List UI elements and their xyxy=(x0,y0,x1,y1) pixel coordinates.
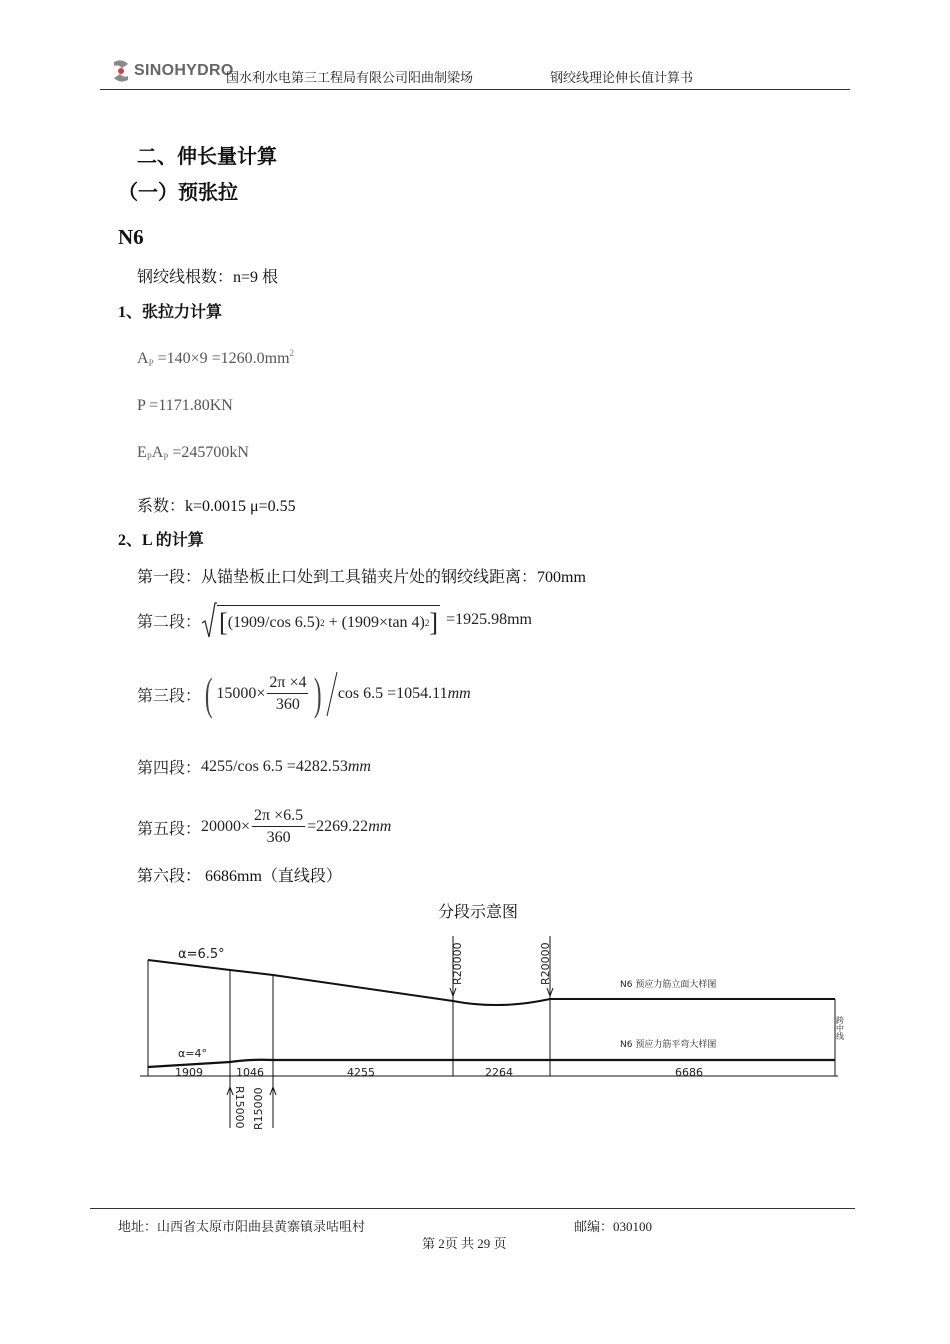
ep-subscript: P xyxy=(146,452,152,462)
seg3-label: 第三段： xyxy=(137,687,202,705)
header-company: 国水利水电第三工程局有限公司阳曲制梁场 xyxy=(226,70,474,85)
seg4-unit: mm xyxy=(347,757,371,775)
seg2-radicand xyxy=(217,605,440,636)
plan-label: N6 预应力筋平弯大样图 xyxy=(620,1040,717,1050)
segment-5 xyxy=(137,802,391,852)
segment-6: 第六段： 6686mm（直线段） xyxy=(137,868,342,885)
bracket-left: [ xyxy=(219,607,228,637)
sinohydro-logo-icon xyxy=(108,58,134,84)
ep-a-symbol: A xyxy=(151,444,164,461)
ep-a-subscript: P xyxy=(163,452,169,462)
r15000-label-a: R15000 xyxy=(233,1086,246,1129)
diagram-title: 分段示意图 xyxy=(438,904,519,921)
bracket-right: ] xyxy=(429,607,439,637)
company-logo xyxy=(108,58,234,84)
seg3-numerator: 2π ×4 xyxy=(267,673,308,694)
epap-value: =245700kN xyxy=(172,444,249,461)
segment-4 xyxy=(137,755,371,778)
elevation-label: N6 预应力筋立面大样图 xyxy=(620,980,717,990)
alpha-top-label: α=6.5° xyxy=(178,947,225,962)
section-title: 二、伸长量计算 xyxy=(137,144,277,168)
seg2-term1: (1909/cos 6.5) xyxy=(227,613,321,631)
ap-symbol: A xyxy=(137,350,149,367)
tendon-id: N6 xyxy=(118,225,144,249)
dim-label-4: 2264 xyxy=(485,1066,513,1079)
seg5-fraction xyxy=(252,806,305,849)
seg3-fraction xyxy=(267,673,308,716)
seg3-denominator: 360 xyxy=(275,695,300,713)
logo-wordmark: SINOHYDRO xyxy=(134,62,234,79)
span-center-label xyxy=(836,1015,845,1041)
header-doc-title: 钢绞线理论伸长值计算书 xyxy=(550,70,694,85)
r20000-label-b: R20000 xyxy=(539,942,552,985)
footer-address: 地址：山西省太原市阳曲县黄寨镇录咕咀村 xyxy=(118,1219,366,1234)
r15000-label-b: R15000 xyxy=(252,1087,265,1130)
p-equation: P =1171.80KN xyxy=(137,397,233,414)
dim-label-3: 4255 xyxy=(347,1066,375,1079)
seg2-result: =1925.98mm xyxy=(446,611,532,628)
sqrt-sign-icon xyxy=(201,601,217,639)
alpha-bottom-label: α=4° xyxy=(178,1047,207,1060)
seg2-label: 第二段： xyxy=(137,613,202,631)
seg3-term: 15000× xyxy=(216,685,266,702)
seg2-sup2: 2 xyxy=(424,617,430,628)
segment-diagram xyxy=(130,928,850,1138)
ap-subscript: P xyxy=(148,358,154,368)
seg5-unit: mm xyxy=(368,818,392,835)
subsection-title: （一）预张拉 xyxy=(118,180,238,204)
division-slash-icon xyxy=(326,670,338,718)
dim-label-1: 1909 xyxy=(175,1066,203,1079)
tendon-elevation-line xyxy=(148,960,835,1005)
seg3-result: cos 6.5 =1054.11 xyxy=(337,685,448,702)
dim-label-5: 6686 xyxy=(675,1066,703,1079)
paren-right: ) xyxy=(314,668,322,719)
seg2-sup1: 2 xyxy=(320,617,325,628)
coefficients: 系数：k=0.0015 μ=0.55 xyxy=(137,498,296,515)
seg2-term2: (1909×tan 4) xyxy=(341,613,425,631)
epap-equation xyxy=(137,444,249,462)
seg5-numerator: 2π ×6.5 xyxy=(252,806,305,827)
footer-postcode: 邮编：030100 xyxy=(574,1219,653,1234)
segment-2 xyxy=(137,600,532,640)
ep-symbol: E xyxy=(137,444,147,461)
strand-count: 钢绞线根数：n=9 根 xyxy=(137,269,279,286)
header-rule xyxy=(100,89,850,90)
dim-label-2: 1046 xyxy=(236,1066,264,1079)
ap-equation xyxy=(137,348,294,368)
seg5-label: 第五段： xyxy=(137,820,202,838)
r20000-label-a: R20000 xyxy=(451,942,464,985)
segment-1: 第一段：从锚垫板止口处到工具锚夹片处的钢绞线距离：700mm xyxy=(137,569,586,586)
seg5-denominator: 360 xyxy=(266,828,291,846)
segment-3 xyxy=(137,668,471,720)
seg2-plus: + xyxy=(328,613,338,631)
seg4-label: 第四段： xyxy=(137,760,202,777)
step1-title: 1、张拉力计算 xyxy=(118,304,223,321)
page-header xyxy=(108,58,853,88)
page-number: 第 2页 共 29 页 xyxy=(422,1236,507,1251)
seg4-expr: 4255/cos 6.5 =4282.53 xyxy=(201,757,348,775)
ap-value: =140×9 =1260.0mm xyxy=(157,350,290,367)
seg5-term: 20000× xyxy=(201,818,251,835)
step2-title: 2、L 的计算 xyxy=(118,532,204,549)
footer-rule xyxy=(90,1208,855,1209)
seg3-unit: mm xyxy=(447,685,471,702)
seg5-result: =2269.22 xyxy=(307,818,369,835)
span-center-text: 跨中线 xyxy=(835,1016,845,1040)
ap-superscript: 2 xyxy=(289,348,295,358)
paren-left: ( xyxy=(204,668,213,719)
